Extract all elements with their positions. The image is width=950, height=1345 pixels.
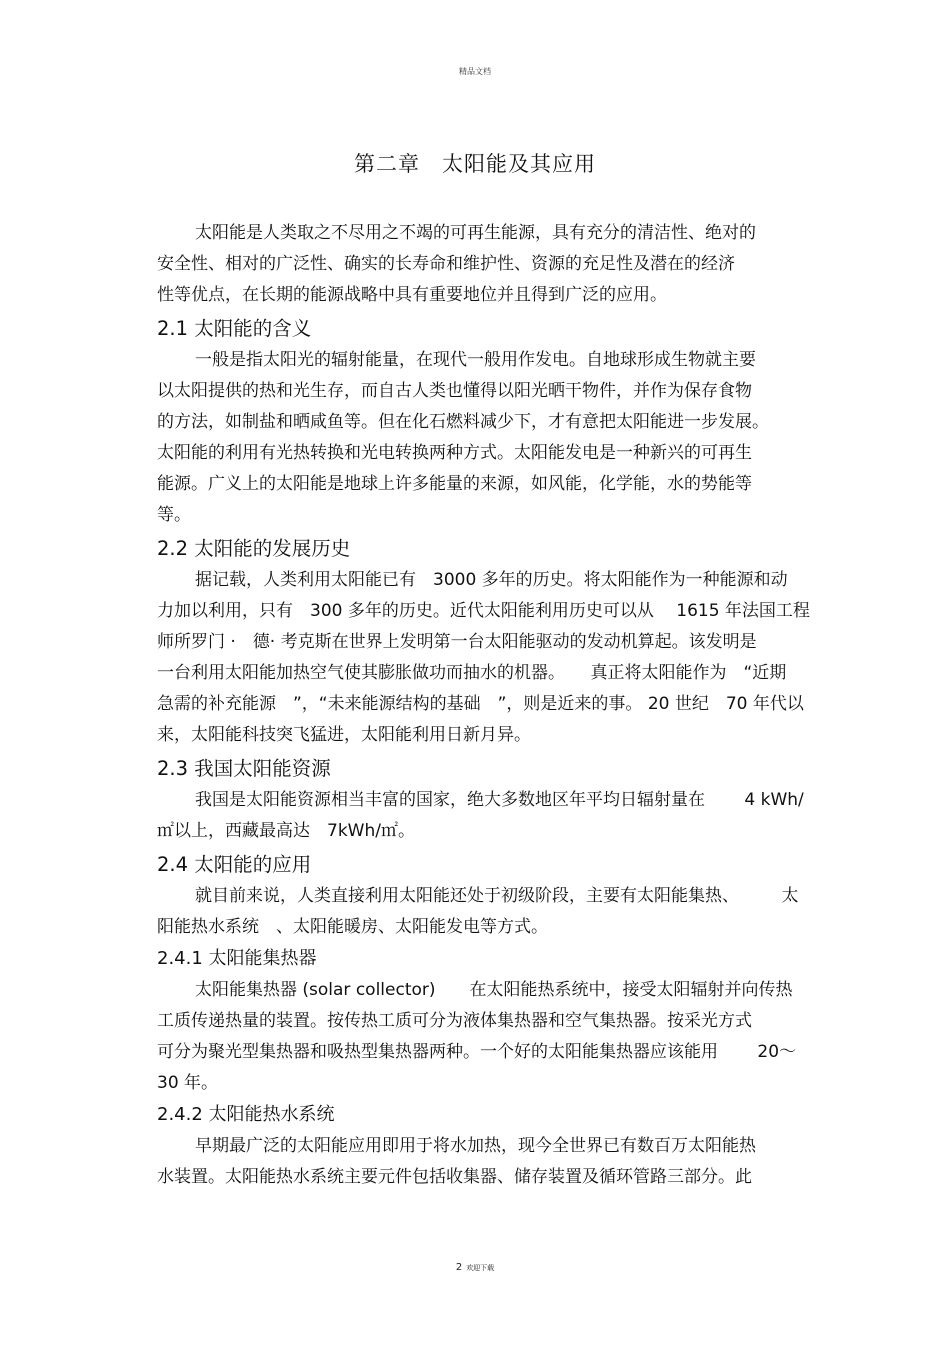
text-line: 太阳能的利用有光热转换和光电转换两种方式。太阳能发电是一种新兴的可再生	[157, 443, 752, 463]
text-line: 一般是指太阳光的辐射能量，在现代一般用作发电。自地球形成生物就主要	[195, 350, 756, 370]
section-heading-2-4: 2.4 太阳能的应用	[157, 853, 312, 876]
section-2-1-paragraph	[157, 345, 837, 531]
text-line: 就目前来说，人类直接利用太阳能还处于初级阶段，主要有太阳能集热、 太	[195, 886, 799, 906]
text-line: 安全性、相对的广泛性、确实的长寿命和维护性、资源的充足性及潜在的经济	[157, 254, 735, 274]
text-line: 等。	[157, 505, 191, 525]
text-line: 的方法，如制盐和晒咸鱼等。但在化石燃料减少下，才有意把太阳能进一步发展。	[157, 412, 769, 432]
text-line: 30 年。	[157, 1073, 219, 1093]
text-line: 来，太阳能科技突飞猛进，太阳能利用日新月异。	[157, 725, 531, 745]
text-line: 工质传递热量的装置。按传热工质可分为液体集热器和空气集热器。按采光方式	[157, 1011, 752, 1031]
text-line: 能源。广义上的太阳能是地球上许多能量的来源，如风能，化学能，水的势能等	[157, 474, 752, 494]
text-line: 以太阳提供的热和光生存，而自古人类也懂得以阳光晒干物件，并作为保存食物	[157, 381, 752, 401]
text-line: 太阳能是人类取之不尽用之不竭的可再生能源，具有充分的清洁性、绝对的	[195, 223, 756, 243]
chapter-title: 第二章 太阳能及其应用	[354, 152, 596, 176]
intro-paragraph	[157, 218, 837, 311]
section-2-4-paragraph	[157, 881, 837, 943]
text-line: 一台利用太阳能加热空气使其膨胀做功而抽水的机器。 真正将太阳能作为 “近期	[157, 663, 787, 683]
text-line: 水装置。太阳能热水系统主要元件包括收集器、储存装置及循环管路三部分。此	[157, 1167, 752, 1187]
page-number: 2	[455, 1262, 463, 1273]
section-heading-2-4-1: 2.4.1 太阳能集热器	[157, 948, 317, 969]
section-2-4-2-paragraph	[157, 1131, 837, 1193]
page-header: 精品文档	[459, 67, 491, 76]
section-2-2-paragraph	[157, 565, 837, 751]
document-body	[157, 218, 837, 1193]
section-heading-2-3: 2.3 我国太阳能资源	[157, 757, 331, 780]
text-line: 阳能热水系统 、太阳能暖房、太阳能发电等方式。	[157, 917, 548, 937]
section-2-4-1-paragraph	[157, 975, 837, 1099]
text-line: 力加以利用，只有 300 多年的历史。近代太阳能利用历史可以从 1615 年法国工程	[157, 601, 810, 621]
text-line: 可分为聚光型集热器和吸热型集热器两种。一个好的太阳能集热器应该能用 20～	[157, 1042, 797, 1062]
text-line: ㎡以上，西藏最高达 7kWh/㎡。	[157, 821, 415, 841]
section-heading-2-2: 2.2 太阳能的发展历史	[157, 537, 351, 560]
text-line: 性等优点，在长期的能源战略中具有重要地位并且得到广泛的应用。	[157, 285, 667, 305]
text-line: 太阳能集热器 (solar collector) 在太阳能热系统中，接受太阳辐射并向传热	[195, 980, 793, 1000]
section-heading-2-1: 2.1 太阳能的含义	[157, 317, 312, 340]
text-line: 早期最广泛的太阳能应用即用于将水加热，现今全世界已有数百万太阳能热	[195, 1136, 756, 1156]
text-line: 据记载，人类利用太阳能已有 3000 多年的历史。将太阳能作为一种能源和动	[195, 570, 788, 590]
footer-note: 欢迎下载	[466, 1264, 495, 1272]
section-2-3-paragraph	[157, 785, 837, 847]
text-line: 急需的补充能源 ”，“未来能源结构的基础 ”，则是近来的事。 20 世纪 70 年代以	[157, 694, 804, 714]
section-heading-2-4-2: 2.4.2 太阳能热水系统	[157, 1104, 335, 1125]
text-line: 师所罗门 · 德· 考克斯在世界上发明第一台太阳能驱动的发动机算起。该发明是	[157, 632, 757, 652]
text-line: 我国是太阳能资源相当丰富的国家，绝大多数地区年平均日辐射量在 4 kWh/	[195, 790, 804, 810]
page-footer	[0, 1262, 950, 1273]
